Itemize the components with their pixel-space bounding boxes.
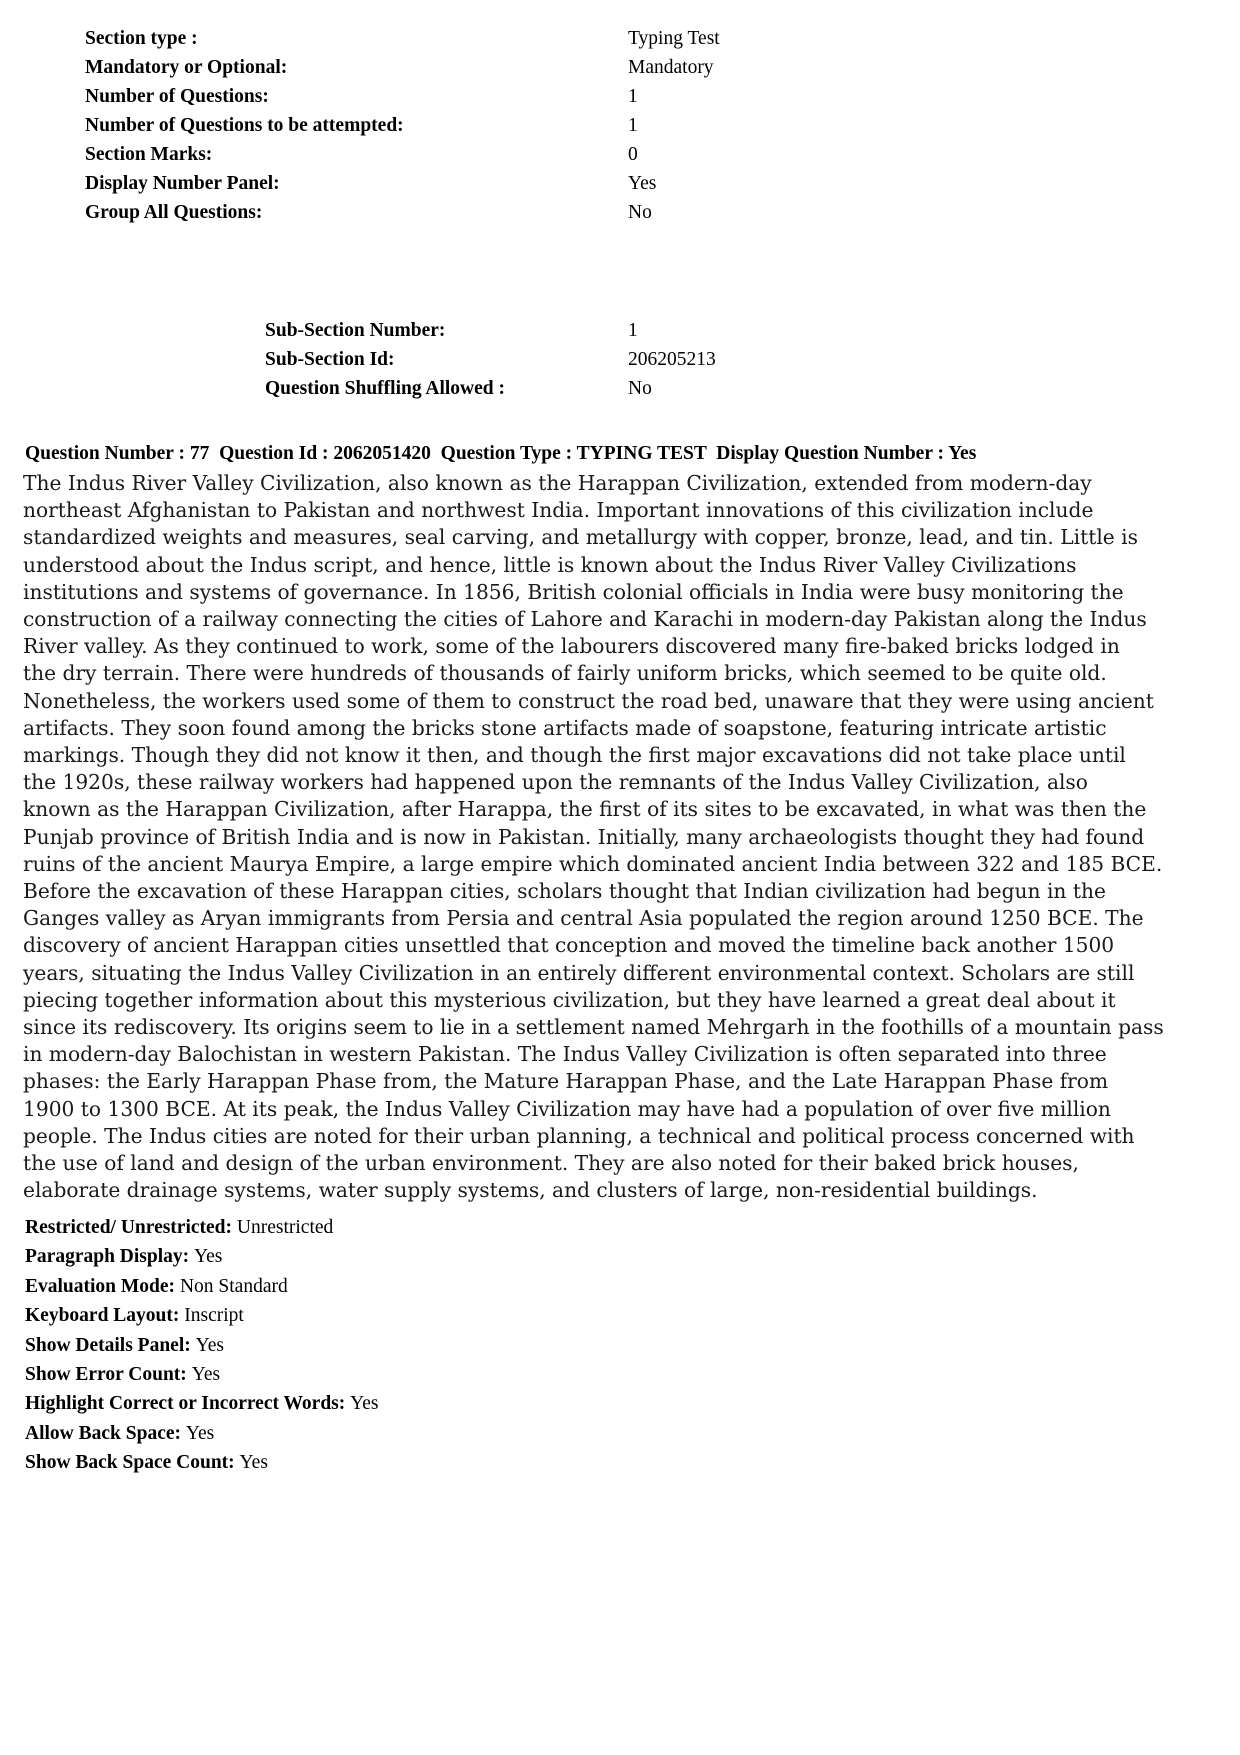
setting-row bbox=[25, 1272, 379, 1301]
passage-line: Punjab province of British India and is now in Pakistan. Initially, many archaeologists thought they had found bbox=[23, 824, 1145, 849]
section-info-label: Number of Questions to be attempted: bbox=[85, 115, 404, 136]
passage-line: understood about the Indus script, and hence, little is known about the Indus River Valley Civilizations bbox=[23, 552, 1077, 577]
passage-line: phases: the Early Harappan Phase from, the Mature Harappan Phase, and the Late Harappan Phase from bbox=[23, 1069, 1109, 1094]
passage-line: River valley. As they continued to work, some of the labourers discovered many fire-baked bricks lodged in bbox=[23, 634, 1120, 659]
passage-line: artifacts. They soon found among the bricks stone artifacts made of soapstone, featuring intricate artistic bbox=[23, 715, 1107, 740]
section-info-row bbox=[85, 169, 720, 198]
section-info-value: 0 bbox=[628, 144, 638, 165]
section-info-value: Typing Test bbox=[628, 28, 720, 49]
setting-value: Yes bbox=[191, 1364, 221, 1386]
setting-label: Keyboard Layout: bbox=[25, 1305, 185, 1327]
section-info-table bbox=[85, 24, 720, 227]
section-info-label: Display Number Panel: bbox=[85, 173, 280, 194]
setting-row bbox=[25, 1213, 379, 1242]
subsection-info-label: Sub-Section Id: bbox=[265, 349, 395, 370]
setting-row bbox=[25, 1419, 379, 1448]
section-info-row bbox=[85, 140, 720, 169]
passage-line: years, situating the Indus Valley Civilization in an entirely different environmental context. Scholars are still bbox=[23, 960, 1135, 985]
setting-value: Non Standard bbox=[179, 1275, 288, 1297]
section-info-value: 1 bbox=[628, 115, 638, 136]
section-info-row bbox=[85, 111, 720, 140]
setting-value: Unrestricted bbox=[236, 1217, 334, 1238]
setting-row bbox=[25, 1242, 379, 1271]
section-info-row bbox=[85, 198, 720, 227]
subsection-info-row bbox=[265, 345, 716, 374]
setting-label: Highlight Correct or Incorrect Words: bbox=[25, 1393, 351, 1415]
subsection-info-value: 206205213 bbox=[628, 349, 716, 370]
section-info-label: Section type : bbox=[85, 28, 198, 49]
passage-line: ruins of the ancient Maurya Empire, a large empire which dominated ancient India between 322 and 185 BCE. bbox=[23, 851, 1163, 876]
setting-row bbox=[25, 1301, 379, 1330]
passage-line: discovery of ancient Harappan cities unsettled that conception and moved the timeline back another 1500 bbox=[23, 933, 1115, 958]
passage-line: the dry terrain. There were hundreds of thousands of fairly uniform bricks, which seemed to be quite old. bbox=[23, 661, 1107, 686]
subsection-info-label: Question Shuffling Allowed : bbox=[265, 378, 506, 399]
passage-line: since its rediscovery. Its origins seem to lie in a settlement named Mehrgarh in the foothills of a mountain pass bbox=[23, 1015, 1164, 1040]
setting-value: Yes bbox=[350, 1393, 379, 1415]
passage-line: in modern-day Balochistan in western Pakistan. The Indus Valley Civilization is often separated into three bbox=[23, 1042, 1107, 1067]
subsection-info-row bbox=[265, 374, 716, 403]
section-info-label: Group All Questions: bbox=[85, 202, 263, 223]
section-info-row bbox=[85, 82, 720, 111]
setting-value: Yes bbox=[239, 1452, 268, 1474]
section-info-label: Section Marks: bbox=[85, 144, 213, 165]
setting-value: Inscript bbox=[184, 1305, 244, 1327]
setting-label: Show Error Count: bbox=[25, 1364, 192, 1386]
section-info-value: No bbox=[628, 202, 652, 223]
section-info-value: 1 bbox=[628, 86, 638, 107]
subsection-info-table bbox=[265, 316, 716, 403]
question-settings bbox=[25, 1213, 379, 1478]
section-info-label: Number of Questions: bbox=[85, 86, 269, 107]
setting-label: Show Back Space Count: bbox=[25, 1452, 240, 1474]
passage-line: Nonetheless, the workers used some of them to construct the road bed, unaware that they were using ancient bbox=[23, 688, 1154, 713]
question-header: Question Number : 77 Question Id : 2062051420 Question Type : TYPING TEST Display Question Number : Yes bbox=[25, 443, 977, 464]
passage-line: piecing together information about this mysterious civilization, but they have learned a great deal about it bbox=[23, 987, 1116, 1012]
section-info-value: Mandatory bbox=[628, 57, 714, 78]
setting-row bbox=[25, 1331, 379, 1360]
passage-line: people. The Indus cities are noted for their urban planning, a technical and political process concerned with bbox=[23, 1123, 1135, 1148]
subsection-info-value: 1 bbox=[628, 320, 638, 341]
passage-line: Ganges valley as Aryan immigrants from Persia and central Asia populated the region around 1250 BCE. The bbox=[23, 906, 1144, 931]
passage-line: institutions and systems of governance. In 1856, British colonial officials in India were busy monitoring the bbox=[23, 579, 1124, 604]
passage-line: 1900 to 1300 BCE. At its peak, the Indus Valley Civilization may have had a population of over five million bbox=[23, 1096, 1111, 1121]
typing-passage bbox=[23, 470, 1223, 1204]
passage-line: standardized weights and measures, seal carving, and metallurgy with copper, bronze, lead, and tin. Little is bbox=[23, 525, 1138, 550]
setting-row bbox=[25, 1360, 379, 1389]
section-info-label: Mandatory or Optional: bbox=[85, 57, 288, 78]
passage-line: markings. Though they did not know it then, and though the first major excavations did not take place until bbox=[23, 743, 1126, 768]
passage-line: the use of land and design of the urban environment. They are also noted for their baked brick houses, bbox=[23, 1151, 1079, 1176]
subsection-info-value: No bbox=[628, 378, 652, 399]
subsection-info-row bbox=[265, 316, 716, 345]
setting-value: Yes bbox=[195, 1334, 224, 1356]
setting-value: Yes bbox=[194, 1246, 223, 1268]
passage-line: the 1920s, these railway workers had happened upon the remnants of the Indus Valley Civilization, also bbox=[23, 770, 1088, 795]
setting-label: Evaluation Mode: bbox=[25, 1275, 180, 1297]
setting-row bbox=[25, 1448, 379, 1477]
setting-row bbox=[25, 1389, 379, 1418]
setting-label: Paragraph Display: bbox=[25, 1246, 195, 1268]
passage-line: The Indus River Valley Civilization, also known as the Harappan Civilization, extended from modern-day bbox=[23, 471, 1092, 495]
passage-line: elaborate drainage systems, water supply systems, and clusters of large, non-residential buildings. bbox=[23, 1178, 1038, 1203]
section-info-row bbox=[85, 53, 720, 82]
setting-label: Allow Back Space: bbox=[25, 1422, 186, 1444]
setting-label: Show Details Panel: bbox=[25, 1334, 196, 1356]
section-info-row bbox=[85, 24, 720, 53]
passage-line: northeast Afghanistan to Pakistan and northwest India. Important innovations of this civilization include bbox=[23, 498, 1094, 523]
setting-value: Yes bbox=[185, 1422, 215, 1444]
passage-line: construction of a railway connecting the cities of Lahore and Karachi in modern-day Pakistan along the Indus bbox=[23, 607, 1147, 632]
passage-line: Before the excavation of these Harappan cities, scholars thought that Indian civilization had begun in the bbox=[23, 879, 1106, 904]
subsection-info-label: Sub-Section Number: bbox=[265, 320, 446, 341]
passage-line: known as the Harappan Civilization, after Harappa, the first of its sites to be excavated, in what was then the bbox=[23, 797, 1147, 822]
section-info-value: Yes bbox=[628, 173, 657, 194]
setting-label: Restricted/ Unrestricted: bbox=[25, 1217, 237, 1238]
